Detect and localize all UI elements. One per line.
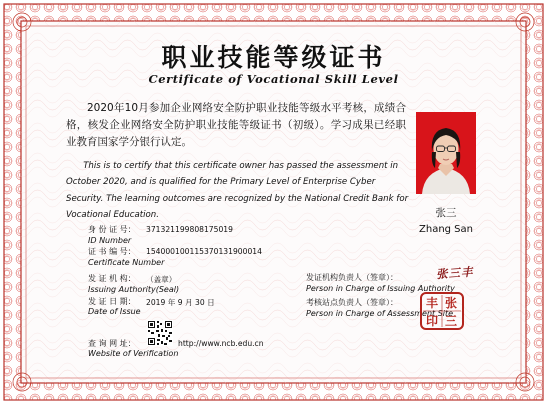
seal-stamp [418, 290, 466, 332]
stamp-char-2: 丰 [425, 296, 439, 310]
holder-name-chinese: 张三 [435, 207, 457, 219]
issue-date-label: 发 证 日 期： [88, 297, 136, 306]
certificate-title-english: Certificate of Vocational Skill Level [148, 72, 399, 86]
certificate-number-label: 证 书 编 号： [88, 247, 136, 256]
verification-website-label: 查 询 网 址： [88, 339, 136, 348]
certificate-number-label-english: Certificate Number [88, 258, 165, 267]
issuing-authority-head-label-english: Person in Charge of Issuing Authority [306, 284, 455, 293]
id-number-label: 身 份 证 号： [88, 225, 136, 234]
certificate-title: 职业技能等级证书 [161, 43, 386, 72]
verification-website-value[interactable]: http://www.ncb.edu.cn [178, 339, 264, 348]
handwritten-signature: 张三丰 [435, 264, 474, 282]
issuing-authority-label: 发 证 机 构： [88, 274, 136, 283]
issuing-authority-value: （盖章） [146, 275, 177, 284]
id-number-value: 371321199808175019 [146, 225, 233, 234]
certificate-body-english: This is to certify that this certificate owner has passed the assessment in October 2020, and is qualified for the Primary Level of Enterprise Cyber Security. The learning outcomes are recognized by the National Credit Bank for Vocational Education. [66, 161, 409, 220]
stamp-char-1: 张 [444, 296, 458, 310]
assessment-site-head-label: 考核站点负责人（签章）： [306, 298, 398, 307]
verification-website-label-english: Website of Verification [88, 349, 179, 358]
certificate-number-value: 15400010011537013190​0014 [146, 247, 262, 256]
qr-code-icon[interactable] [147, 320, 173, 346]
issue-date-value: 2019 年 9 月 30 日 [146, 298, 215, 307]
id-number-label-english: ID Number [88, 236, 132, 245]
issuing-authority-head-label: 发证机构负责人（签章）： [306, 273, 398, 282]
holder-name-english: Zhang San [419, 224, 473, 235]
stamp-char-3: 三 [444, 314, 458, 328]
holder-photo [416, 112, 476, 194]
stamp-char-4: 印 [425, 314, 439, 328]
issue-date-label-english: Date of Issue [88, 307, 141, 316]
issuing-authority-label-english: Issuing Authority(Seal) [88, 285, 180, 294]
portrait-image [416, 112, 476, 194]
certificate-body-chinese: 2020年10月参加企业网络安全防护职业技能等级水平考核，成绩合格，核发企业网络安全防护职业技能等级证书（初级）。学习成果已经职业教育国家学分银行认定。 [66, 102, 406, 148]
assessment-site-head-label-english: Person in Charge of Assessment Site [306, 309, 454, 318]
